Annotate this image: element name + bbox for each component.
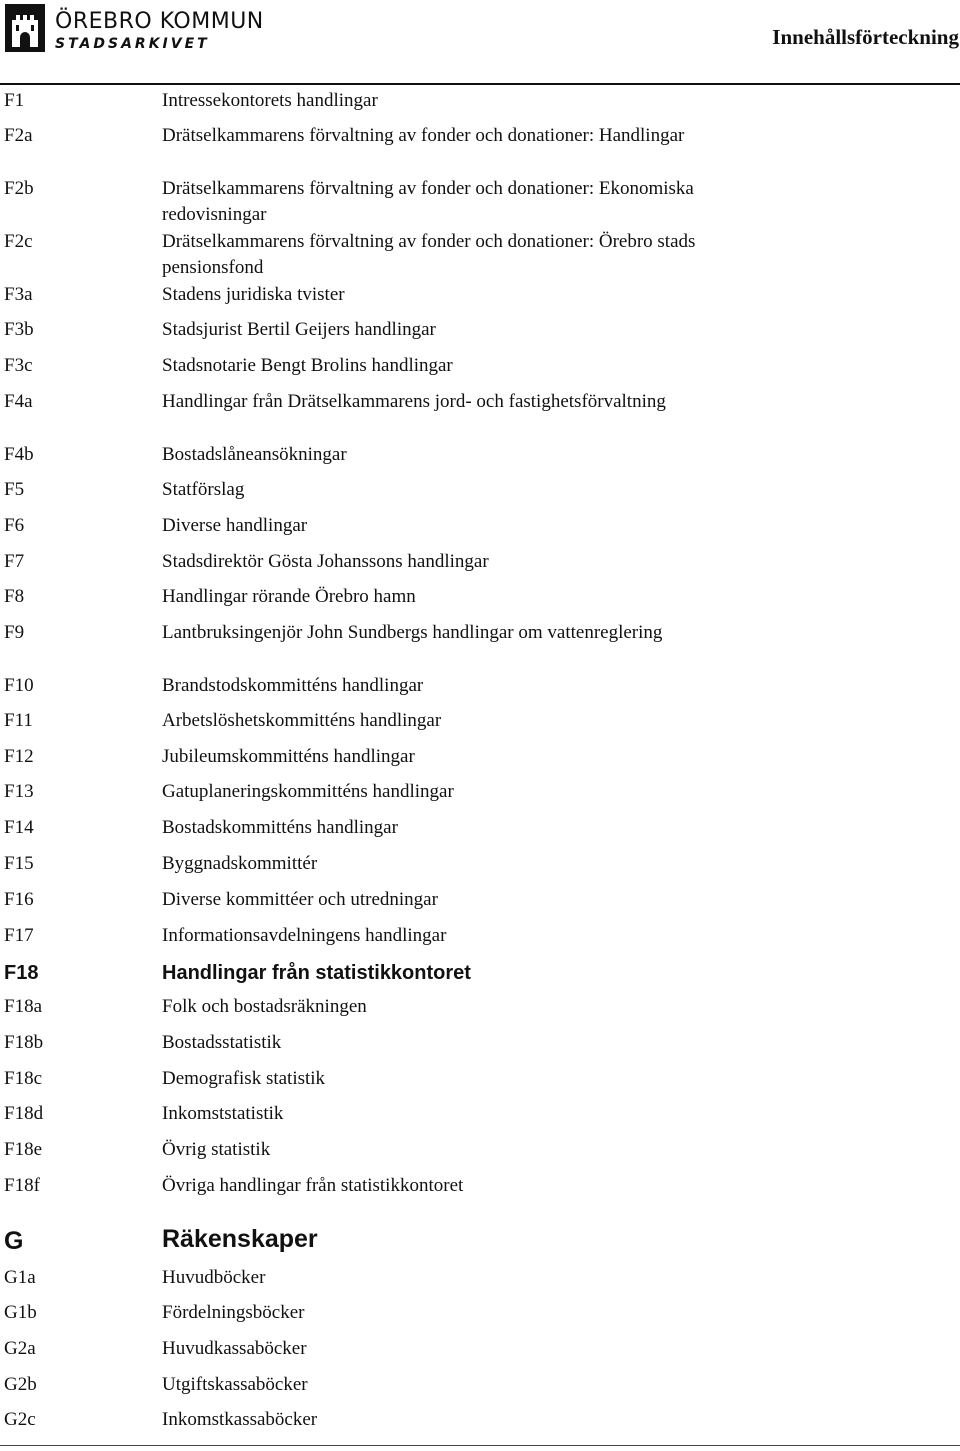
toc-entry-code: F9 <box>4 622 25 643</box>
toc-entry-code: F18f <box>4 1175 40 1196</box>
toc-entry-title: Inkomststatistik <box>162 1103 284 1124</box>
toc-entry-title: Byggnadskommittér <box>162 853 318 874</box>
toc-entry-title: Stadens juridiska tvister <box>162 284 345 305</box>
toc-entry-code: F11 <box>4 710 33 731</box>
toc-entry-title: Stadsdirektör Gösta Johanssons handlingar <box>162 551 489 572</box>
toc-entry-code: G1b <box>4 1302 37 1323</box>
toc-entry-title: Diverse handlingar <box>162 515 308 536</box>
toc-entry-title: Huvudkassaböcker <box>162 1338 307 1359</box>
toc-entry-code: F3a <box>4 284 33 305</box>
toc-entry-title: Handlingar rörande Örebro hamn <box>162 586 416 607</box>
toc-entry-title: Drätselkammarens förvaltning av fonder och donationer: Örebro stads pensionsfond <box>162 231 696 278</box>
toc-entry-code: F18d <box>4 1103 44 1124</box>
toc-entry-code: F2a <box>4 125 33 146</box>
toc-entry-code: F18b <box>4 1032 44 1053</box>
toc-entry-code: F18e <box>4 1139 42 1160</box>
toc-entry-code: F6 <box>4 515 25 536</box>
toc-entry-code: G1a <box>4 1267 36 1288</box>
toc-entry-code: F12 <box>4 746 34 767</box>
toc-entry-title: Jubileumskommitténs handlingar <box>162 746 415 767</box>
toc-entry-title: Intressekontorets handlingar <box>162 90 378 111</box>
toc-entry-title: Övrig statistik <box>162 1139 271 1160</box>
toc-entry-code: F13 <box>4 781 34 802</box>
toc-entry-title: Bostadskommitténs handlingar <box>162 817 398 838</box>
toc-entry-code: F2c <box>4 231 33 252</box>
toc-entry-code: G2c <box>4 1409 36 1430</box>
toc-entry-title: Arbetslöshetskommitténs handlingar <box>162 710 442 731</box>
toc-entry-code: G2b <box>4 1374 37 1395</box>
toc-entry-code: F5 <box>4 479 25 500</box>
toc-entry-title: Utgiftskassaböcker <box>162 1374 308 1395</box>
toc-entry-code: F16 <box>4 889 34 910</box>
toc-entry-title: Bostadslåneansökningar <box>162 444 347 465</box>
toc-entry-code: F4b <box>4 444 34 465</box>
toc-entry-code: F3b <box>4 319 34 340</box>
toc-entry-title: Handlingar från Drätselkammarens jord- och fastighetsförvaltning <box>162 391 666 412</box>
toc-entry-code: F8 <box>4 586 25 607</box>
toc-entry-title: Folk och bostadsräkningen <box>162 996 367 1017</box>
toc-entry-title: Handlingar från statistikkontoret <box>162 962 471 984</box>
toc-entry-title: Inkomstkassaböcker <box>162 1409 318 1430</box>
toc-entry-code: F1 <box>4 90 25 111</box>
toc-entry-title: Diverse kommittéer och utredningar <box>162 889 438 910</box>
toc-entry-title: Stadsjurist Bertil Geijers handlingar <box>162 319 436 340</box>
toc-entry-code: F14 <box>4 817 34 838</box>
document-title: Innehållsförteckning <box>772 25 959 49</box>
toc-entry-title: Drätselkammarens förvaltning av fonder och donationer: Ekonomiska redovisningar <box>162 178 694 225</box>
toc-entry-code: F4a <box>4 391 33 412</box>
logo-subtitle: STADSARKIVET <box>55 36 210 52</box>
toc-entry-code: F10 <box>4 675 34 696</box>
toc-entry-title: Gatuplaneringskommitténs handlingar <box>162 781 454 802</box>
toc-entry-code: F18 <box>4 962 39 984</box>
footer-divider <box>0 1445 960 1446</box>
toc-entry-title: Drätselkammarens förvaltning av fonder och donationer: Handlingar <box>162 125 685 146</box>
toc-entry-title: Informationsavdelningens handlingar <box>162 925 447 946</box>
toc-entry-title: Lantbruksingenjör John Sundbergs handlingar om vattenreglering <box>162 622 663 643</box>
toc-entry-code: G2a <box>4 1338 36 1359</box>
toc-entry-title: Stadsnotarie Bengt Brolins handlingar <box>162 355 453 376</box>
toc-entry-title: Bostadsstatistik <box>162 1032 282 1053</box>
toc-entry-code: F18a <box>4 996 42 1017</box>
toc-entry-code: F7 <box>4 551 25 572</box>
toc-entry-code: F15 <box>4 853 34 874</box>
toc-entry-title: Demografisk statistik <box>162 1068 326 1089</box>
toc-entry-title: Huvudböcker <box>162 1267 266 1288</box>
toc-entry-code: F2b <box>4 178 34 199</box>
toc-entry-code: F18c <box>4 1068 42 1089</box>
toc-entry-title: Övriga handlingar från statistikkontoret <box>162 1175 464 1196</box>
toc-entry-code: F3c <box>4 355 33 376</box>
logo-name: ÖREBRO KOMMUN <box>55 9 264 34</box>
toc-entry-title: Brandstodskommitténs handlingar <box>162 675 424 696</box>
toc-entry-title: Statförslag <box>162 479 245 500</box>
toc-entry-title: Räkenskaper <box>162 1225 318 1253</box>
toc-entry-title: Fördelningsböcker <box>162 1302 305 1323</box>
toc-entry-code: F17 <box>4 925 34 946</box>
toc-entry-code: G <box>4 1227 24 1255</box>
